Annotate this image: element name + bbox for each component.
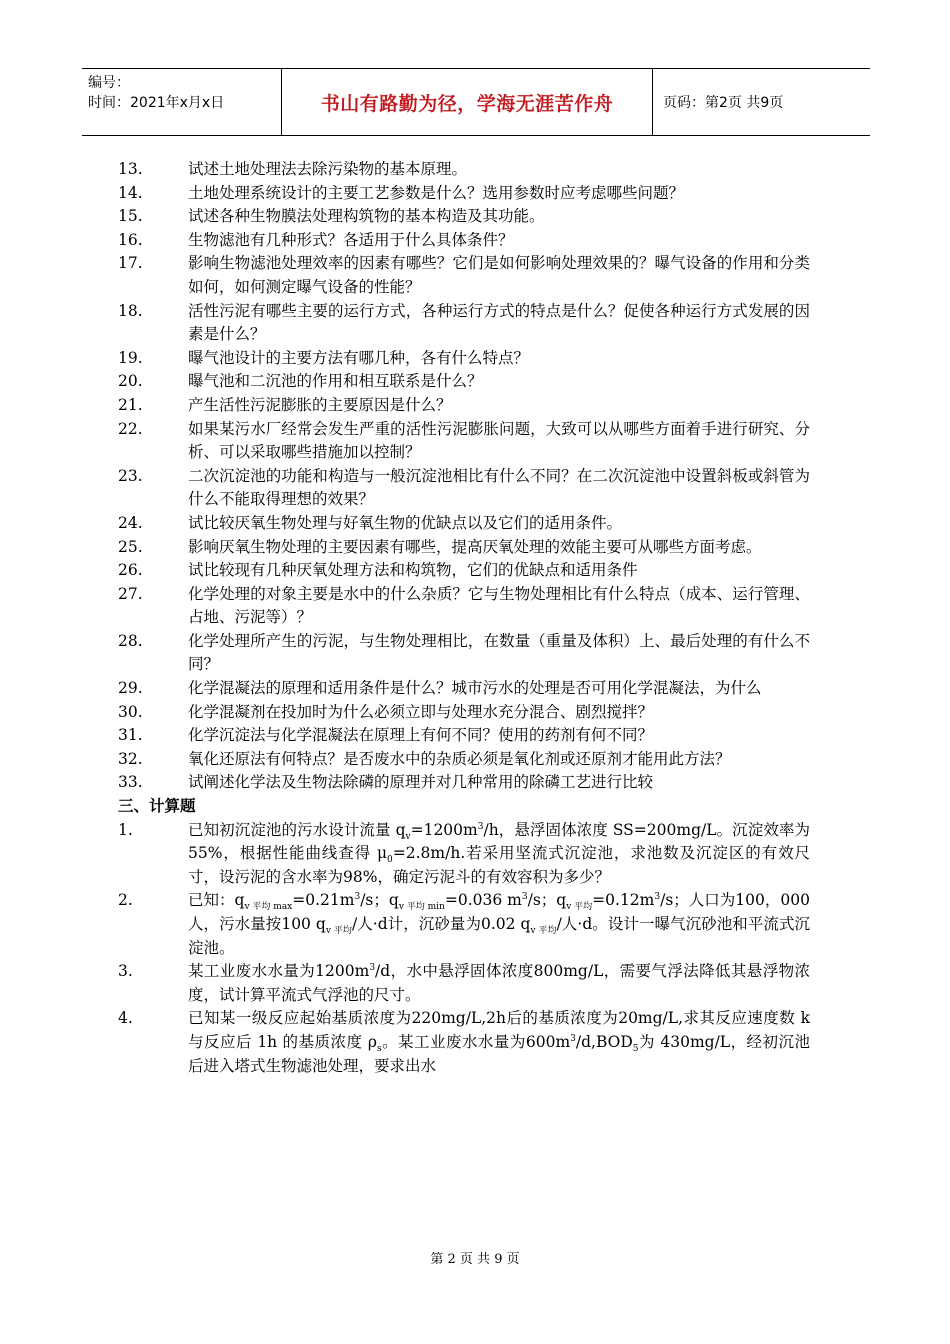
calc-number: 1. (118, 820, 133, 839)
question-text: 试述土地处理法去除污染物的基本原理。 (188, 160, 468, 178)
question-number: 16. (118, 230, 143, 249)
question-item (118, 748, 810, 772)
question-text: 试述各种生物膜法处理构筑物的基本构造及其功能。 (188, 207, 545, 226)
question-number: 15. (118, 207, 143, 226)
question-item (118, 158, 810, 182)
question-text: 如果某污水厂经常会发生严重的活性污泥膨胀问题，大致可以从哪些方面着手进行研究、分析、可以采取哪些措施加以控制？ (188, 419, 810, 462)
header-meta (82, 69, 282, 135)
calc-question-3 (118, 960, 810, 1007)
question-text: 化学混凝剂在投加时为什么必须立即与处理水充分混合、剧烈搅拌？ (188, 702, 654, 721)
question-number: 33. (118, 773, 143, 792)
question-item (118, 229, 810, 253)
question-item (118, 701, 810, 725)
question-text: 化学沉淀法与化学混凝法在原理上有何不同？使用的药剂有何不同？ (188, 726, 654, 745)
question-item (118, 370, 810, 394)
question-item (118, 559, 810, 583)
calc-text: 已知：$q_{v 平均 max}=0.21m^3/s$；$q_{v 平均 min}=0.036$ $m^3/s$；$q_{v 平均}=0.12m^3/s$；人口为100，000人，污水量按100 $q_{v 平均}/$人·d计，沉砂量为0.02 $q_{v 平均}/$人·d。设计一曝气沉砂池和平流式沉淀池。 (188, 891, 811, 957)
question-item (118, 771, 810, 795)
question-number: 18. (118, 301, 143, 320)
question-item (118, 205, 810, 229)
calc-number: 4. (118, 1009, 133, 1028)
question-item (118, 465, 810, 512)
question-number: 20. (118, 372, 143, 391)
section-title: 三、计算题 (118, 797, 196, 816)
question-item (118, 583, 810, 630)
question-text: 影响厌氧生物处理的主要因素有哪些，提高厌氧处理的效能主要可从哪些方面考虑。 (188, 537, 762, 556)
question-number: 17. (118, 254, 143, 273)
question-text: 试比较厌氧生物处理与好氧生物的优缺点以及它们的适用条件。 (188, 513, 623, 532)
question-number: 14. (118, 183, 143, 202)
question-text: 氧化还原法有何特点？是否废水中的杂质必须是氧化剂或还原剂才能用此方法？ (188, 749, 731, 768)
question-number: 27. (118, 584, 143, 603)
question-item (118, 724, 810, 748)
question-number: 30. (118, 702, 143, 721)
question-item (118, 300, 810, 347)
question-text: 二次沉淀池的功能和构造与一般沉淀池相比有什么不同？在二次沉淀池中设置斜板或斜管为什么不能取得理想的效果？ (188, 466, 810, 509)
calc-number: 3. (118, 962, 133, 981)
question-item (118, 182, 810, 206)
question-number: 21. (118, 395, 143, 414)
question-item (118, 630, 810, 677)
document-number-label: 编号： (88, 75, 130, 91)
calc-text: 某工业废水水量为$1200m^3/d$，水中悬浮固体浓度800mg/L，需要气浮法降低其悬浮物浓度，试计算平流式气浮池的尺寸。 (188, 962, 810, 1004)
calc-question-1 (118, 819, 810, 890)
page-header (82, 68, 870, 136)
question-item (118, 347, 810, 371)
question-text: 产生活性污泥膨胀的主要原因是什么？ (188, 395, 452, 414)
question-text: 试阐述化学法及生物法除磷的原理并对几种常用的除磷工艺进行比较 (188, 773, 654, 792)
document-time-label: 时间：2021年x月x日 (88, 95, 225, 111)
header-motto: 书山有路勤为径，学海无涯苦作舟 (282, 69, 653, 135)
question-number: 26. (118, 561, 143, 580)
calc-text: 已知某一级反应起始基质浓度为220mg/L,2h后的基质浓度为20mg/L,求其反应速度数 k 与反应后 1h 的基质浓度 $\rho_s$。某工业废水水量为$600m^3/d,BOD_5$为 430mg/L，经初沉池后进入塔式生物滤池处理，要求出水 (188, 1009, 810, 1075)
question-number: 22. (118, 419, 143, 438)
calc-number: 2. (118, 891, 133, 910)
header-page-label: 页码：第2页 共9页 (663, 95, 784, 111)
question-item (118, 536, 810, 560)
question-number: 13. (118, 160, 143, 178)
question-text: 试比较现有几种厌氧处理方法和构筑物，它们的优缺点和适用条件 (188, 561, 638, 580)
question-item (118, 512, 810, 536)
question-text: 化学混凝法的原理和适用条件是什么？城市污水的处理是否可用化学混凝法，为什么 (188, 679, 762, 698)
page-footer: 第 2 页 共 9 页 (430, 1252, 520, 1267)
question-text: 影响生物滤池处理效率的因素有哪些？它们是如何影响处理效果的？曝气设备的作用和分类如何，如何测定曝气设备的性能？ (188, 254, 810, 296)
question-text: 生物滤池有几种形式？各适用于什么具体条件？ (188, 230, 514, 249)
question-text: 活性污泥有哪些主要的运行方式，各种运行方式的特点是什么？促使各种运行方式发展的因素是什么？ (188, 301, 810, 344)
question-item (118, 252, 810, 299)
question-text: 土地处理系统设计的主要工艺参数是什么？选用参数时应考虑哪些问题？ (188, 183, 685, 202)
question-number: 19. (118, 348, 143, 367)
calc-question-2 (118, 889, 810, 960)
question-text: 化学处理所产生的污泥，与生物处理相比，在数量（重量及体积）上、最后处理的有什么不同？ (188, 631, 810, 674)
question-number: 25. (118, 537, 143, 556)
document-body (118, 158, 810, 1078)
question-number: 23. (118, 466, 143, 485)
question-item (118, 418, 810, 465)
question-number: 29. (118, 679, 143, 698)
calc-question-4 (118, 1007, 810, 1078)
question-list (118, 158, 810, 795)
question-number: 32. (118, 749, 143, 768)
question-text: 曝气池和二沉池的作用和相互联系是什么？ (188, 372, 483, 391)
question-text: 曝气池设计的主要方法有哪几种，各有什么特点？ (188, 348, 530, 367)
calc-text: 已知初沉淀池的污水设计流量 $q_v=1200m^3/h$，悬浮固体浓度 SS=200mg/L。沉淀效率为55%，根据性能曲线查得 $\mu_0=2.8m/h$.若采用坚流式沉淀池，求池数及沉淀区的有效尺寸，设污泥的含水率为98%，确定污泥斗的有效容积为多少？ (188, 820, 811, 886)
question-number: 24. (118, 513, 143, 532)
question-item (118, 677, 810, 701)
question-item (118, 394, 810, 418)
question-number: 28. (118, 631, 143, 650)
question-number: 31. (118, 726, 143, 745)
question-text: 化学处理的对象主要是水中的什么杂质？它与生物处理相比有什么特点（成本、运行管理、占地、污泥等）？ (188, 584, 810, 627)
